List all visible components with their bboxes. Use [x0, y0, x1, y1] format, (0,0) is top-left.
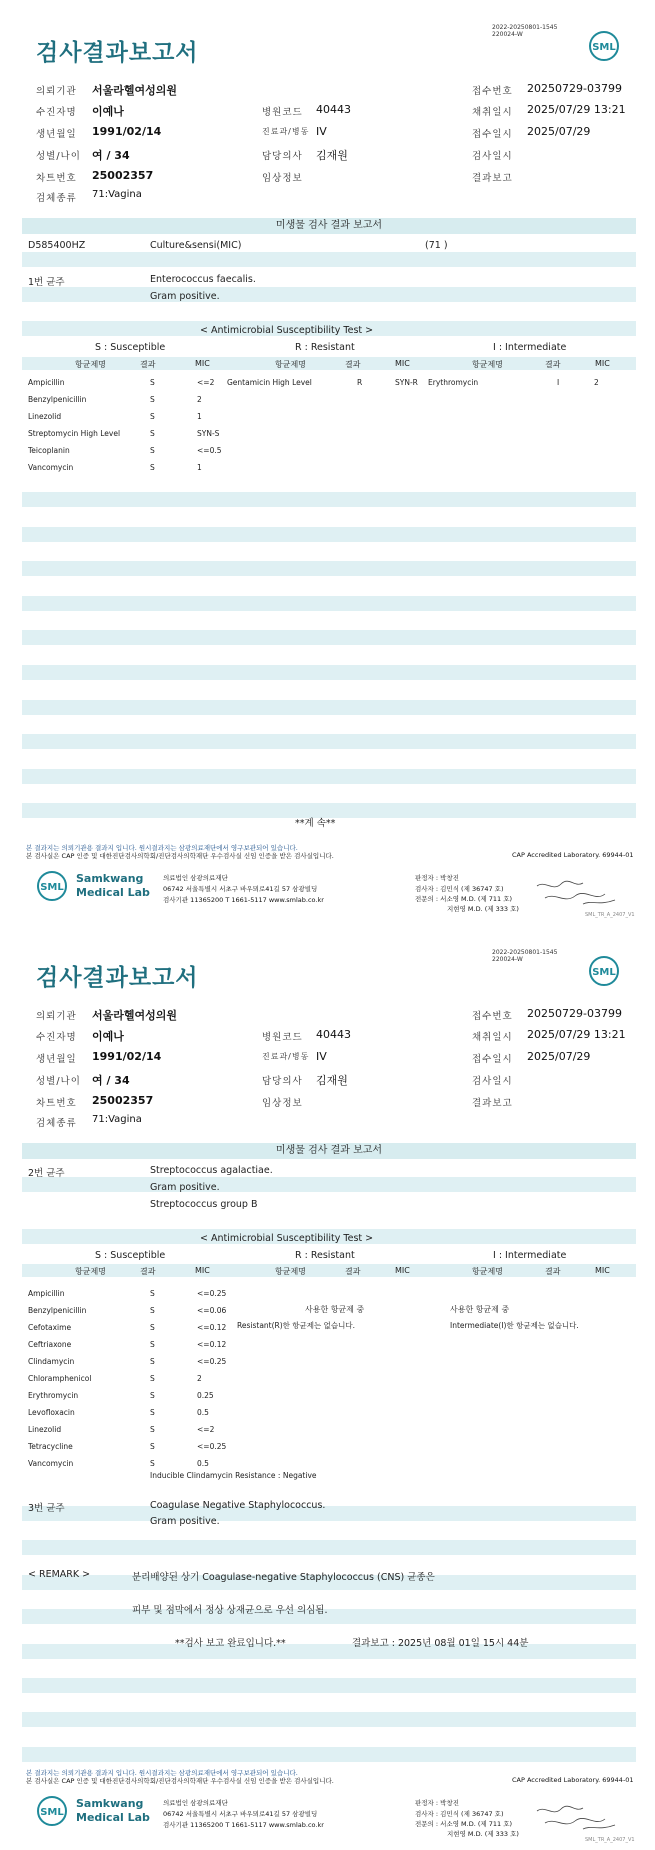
received-label: 접수일시 — [472, 129, 513, 140]
brand-line-1: Samkwang — [76, 1797, 144, 1810]
drug-result: S — [150, 1408, 155, 1417]
drug-name: Ceftriaxone — [28, 1340, 72, 1349]
col-mic-header: MIC — [195, 359, 210, 368]
drug-result: S — [150, 1374, 155, 1383]
report-complete-text: **검사 보고 완료입니다.** — [175, 1638, 286, 1649]
row-stripe — [22, 700, 636, 715]
legend-resistant: R : Resistant — [295, 1250, 355, 1261]
col-drug-header: 항균제명 — [75, 1267, 106, 1276]
org-address: 06742 서울특별시 서초구 바우뫼로41길 57 삼광빌딩 — [163, 885, 318, 893]
tested-label: 검사일시 — [472, 151, 513, 162]
remark-line-1: 분리배양된 상기 Coagulase-negative Staphylococcus (CNS) 균종은 — [132, 1572, 435, 1583]
examiner: 검사자 : 김민식 (제 36747 호) — [415, 885, 504, 893]
legend-susceptible: S : Susceptible — [95, 342, 166, 353]
continued-text: **계 속** — [295, 818, 336, 829]
drug-name: Chloramphenicol — [28, 1374, 92, 1383]
drug-name: Ampicillin — [28, 1289, 65, 1298]
drug-mic: <=0.06 — [197, 1306, 227, 1315]
institution-value: 서울라헬여성의원 — [92, 1009, 178, 1022]
intermediate-note: Intermediate(I)한 항균제는 없습니다. — [450, 1321, 579, 1330]
col-mic-header: MIC — [195, 1266, 210, 1275]
drug-mic: <=0.25 — [197, 1357, 227, 1366]
institution-label: 의뢰기관 — [36, 86, 77, 97]
row-stripe — [22, 1644, 636, 1659]
col-drug-header: 항균제명 — [472, 1267, 503, 1276]
drug-result: S — [150, 1357, 155, 1366]
specialist-2: 지현영 M.D. (제 333 호) — [447, 1830, 519, 1838]
isolate-name: Enterococcus faecalis. — [150, 274, 256, 285]
sml-logo-icon — [588, 955, 620, 987]
sex-age-label: 성별/나이 — [36, 1076, 81, 1087]
received-label: 접수일시 — [472, 1054, 513, 1065]
logo-text: SML — [40, 1807, 64, 1818]
col-result-header: 결과 — [345, 1267, 361, 1276]
footer-notice-2: 본 검사실은 CAP 인증 및 대한진단검사의학회/진단검사의학재단 우수검사실 신임 인증을 받은 검사실입니다. — [26, 1777, 334, 1785]
drug-mic: 1 — [197, 463, 202, 472]
isolate-2-gram: Gram positive. — [150, 1182, 220, 1193]
chart-label: 차트번호 — [36, 173, 77, 184]
section-title: 미생물 검사 결과 보고서 — [22, 1143, 636, 1159]
col-mic-header: MIC — [395, 1266, 410, 1275]
row-stripe — [22, 630, 636, 645]
drug-result: S — [150, 463, 155, 472]
col-result-header: 결과 — [140, 1267, 156, 1276]
drug-mic: <=2 — [197, 378, 215, 387]
doctor-value: 김재원 — [316, 1074, 348, 1087]
reported-label: 결과보고 — [472, 173, 513, 184]
patient-value: 이예나 — [92, 105, 124, 118]
report-title: 검사결과보고서 — [36, 40, 199, 66]
col-mic-header: MIC — [595, 1266, 610, 1275]
form-code: SML_TR_A_2407_V1 — [585, 912, 635, 918]
section-title: 미생물 검사 결과 보고서 — [22, 218, 636, 234]
drug-mic: <=2 — [197, 1425, 215, 1434]
examiner: 검사자 : 김민식 (제 36747 호) — [415, 1810, 504, 1818]
received-value: 2025/07/29 — [527, 1050, 591, 1063]
form-code: SML_TR_A_2407_V1 — [585, 1837, 635, 1843]
col-result-header: 결과 — [140, 360, 156, 369]
patient-label: 수진자명 — [36, 107, 77, 118]
col-mic-header: MIC — [395, 359, 410, 368]
drug-name: Levofloxacin — [28, 1408, 75, 1417]
row-stripe — [22, 287, 636, 302]
clinical-label: 임상정보 — [262, 1098, 303, 1109]
footer-notice-2: 본 검사실은 CAP 인증 및 대한진단검사의학회/진단검사의학재단 우수검사실 신임 인증을 받은 검사실입니다. — [26, 852, 334, 860]
sex-age-value: 여 / 34 — [92, 1074, 130, 1087]
received-value: 2025/07/29 — [527, 125, 591, 138]
reported-label: 결과보고 — [472, 1098, 513, 1109]
test-qty: (71 ) — [425, 240, 448, 251]
drug-result: S — [150, 1289, 155, 1298]
dob-value: 1991/02/14 — [92, 125, 162, 138]
row-stripe — [22, 492, 636, 507]
specialist-1: 전문의 : 서소영 M.D. (제 711 호) — [415, 895, 513, 903]
drug-name: Benzylpenicillin — [28, 395, 87, 404]
isolate-gram: Gram positive. — [150, 291, 220, 302]
row-stripe — [22, 1712, 636, 1727]
drug-mic: 2 — [197, 395, 202, 404]
dept-value: IV — [316, 125, 327, 138]
drug-name: Streptomycin High Level — [28, 429, 121, 438]
used-label-resistant: 사용한 항균제 중 — [305, 1305, 365, 1314]
isolate-2-label: 2번 균주 — [28, 1168, 65, 1179]
reporter: 판정자 : 박창진 — [415, 874, 459, 882]
col-result-header: 결과 — [345, 360, 361, 369]
remark-line-2: 피부 및 점막에서 정상 상재균으로 우선 의심됨. — [132, 1605, 328, 1616]
drug-result: S — [150, 1306, 155, 1315]
drug-name: Teicoplanin — [28, 446, 70, 455]
brand-line-1: Samkwang — [76, 872, 144, 885]
row-stripe — [22, 1506, 636, 1521]
doctor-label: 담당의사 — [262, 1076, 303, 1087]
patient-label: 수진자명 — [36, 1032, 77, 1043]
org-name: 의료법인 삼광의료재단 — [163, 874, 228, 882]
table-header-stripe — [22, 1264, 636, 1277]
isolate-2-name: Streptococcus agalactiae. — [150, 1165, 273, 1176]
dept-value: IV — [316, 1050, 327, 1063]
drug-result: S — [150, 395, 155, 404]
specimen-label: 검체종류 — [36, 193, 77, 204]
report-title: 검사결과보고서 — [36, 965, 199, 991]
col-drug-header: 항균제명 — [275, 360, 306, 369]
drug-name: Linezolid — [28, 1425, 62, 1434]
drug-name: Vancomycin — [28, 1459, 74, 1468]
drug-mic: <=0.25 — [197, 1442, 227, 1451]
doctor-value: 김재원 — [316, 149, 348, 162]
col-result-header: 결과 — [545, 360, 561, 369]
isolate-3-gram: Gram positive. — [150, 1516, 220, 1527]
institution-value: 서울라헬여성의원 — [92, 84, 178, 97]
report-time: 결과보고 : 2025년 08월 01일 15시 44분 — [352, 1638, 529, 1649]
chart-value: 25002357 — [92, 169, 154, 182]
col-drug-header: 항균제명 — [472, 360, 503, 369]
sml-footer-logo-icon — [36, 870, 68, 902]
specimen-label: 검체종류 — [36, 1118, 77, 1129]
receipt-no-value: 20250729-03799 — [527, 82, 622, 95]
collected-label: 채취일시 — [472, 1032, 513, 1043]
drug-result: S — [150, 446, 155, 455]
chart-label: 차트번호 — [36, 1098, 77, 1109]
specialist-1: 전문의 : 서소영 M.D. (제 711 호) — [415, 1820, 513, 1828]
receipt-no-label: 접수번호 — [472, 1011, 513, 1022]
drug-mic: SYN-R — [395, 378, 418, 387]
remark-label: < REMARK > — [28, 1569, 91, 1580]
specimen-value: 71:Vagina — [92, 189, 142, 200]
patient-value: 이예나 — [92, 1030, 124, 1043]
drug-mic: <=0.25 — [197, 1289, 227, 1298]
doctor-label: 담당의사 — [262, 151, 303, 162]
org-contact: 검사기관 11365200 T 1661-5117 www.smlab.co.kr — [163, 896, 324, 904]
row-stripe — [22, 734, 636, 749]
dept-label: 진료과/병동 — [262, 1052, 310, 1061]
drug-mic: 1 — [197, 412, 202, 421]
drug-name: Cefotaxime — [28, 1323, 72, 1332]
drug-mic: SYN-S — [197, 429, 220, 438]
row-stripe — [22, 252, 636, 267]
receipt-no-value: 20250729-03799 — [527, 1007, 622, 1020]
drug-name: Erythromycin — [428, 378, 479, 387]
drug-mic: 0.5 — [197, 1459, 209, 1468]
drug-result: S — [150, 1340, 155, 1349]
ast-title: < Antimicrobial Susceptibility Test > — [200, 1233, 374, 1244]
signature-icon — [535, 1803, 625, 1833]
clinical-label: 임상정보 — [262, 173, 303, 184]
drug-mic: 2 — [594, 378, 599, 387]
drug-mic: 0.25 — [197, 1391, 214, 1400]
legend-resistant: R : Resistant — [295, 342, 355, 353]
col-result-header: 결과 — [545, 1267, 561, 1276]
hospital-code-label: 병원코드 — [262, 1032, 303, 1043]
collected-label: 채취일시 — [472, 107, 513, 118]
collected-value: 2025/07/29 13:21 — [527, 103, 626, 116]
drug-result: S — [150, 1323, 155, 1332]
drug-name: Erythromycin — [28, 1391, 79, 1400]
sml-footer-logo-icon — [36, 1795, 68, 1827]
dept-label: 진료과/병동 — [262, 127, 310, 136]
col-drug-header: 항균제명 — [275, 1267, 306, 1276]
isolate-3-label: 3번 균주 — [28, 1503, 65, 1514]
cap-accreditation: CAP Accredited Laboratory. 69944-01 — [512, 851, 634, 859]
row-stripe — [22, 769, 636, 784]
institution-label: 의뢰기관 — [36, 1011, 77, 1022]
drug-result: R — [357, 378, 363, 387]
legend-intermediate: I : Intermediate — [493, 342, 567, 353]
drug-name: Benzylpenicillin — [28, 1306, 87, 1315]
org-name: 의료법인 삼광의료재단 — [163, 1799, 228, 1807]
chart-value: 25002357 — [92, 1094, 154, 1107]
brand-line-2: Medical Lab — [76, 886, 150, 899]
row-stripe — [22, 1747, 636, 1762]
isolate-label: 1번 균주 — [28, 277, 65, 288]
dob-label: 생년월일 — [36, 1054, 77, 1065]
specialist-2: 지현영 M.D. (제 333 호) — [447, 905, 519, 913]
table-header-stripe — [22, 357, 636, 370]
drug-result: S — [150, 412, 155, 421]
document-number: 2022-20250801-1545 220024-W — [492, 949, 558, 963]
sex-age-label: 성별/나이 — [36, 151, 81, 162]
hospital-code-value: 40443 — [316, 103, 351, 116]
legend-susceptible: S : Susceptible — [95, 1250, 166, 1261]
brand-line-2: Medical Lab — [76, 1811, 150, 1824]
specimen-value: 71:Vagina — [92, 1114, 142, 1125]
drug-mic: <=0.5 — [197, 446, 222, 455]
drug-name: Gentamicin High Level — [227, 378, 312, 387]
drug-name: Vancomycin — [28, 463, 74, 472]
dob-label: 생년월일 — [36, 129, 77, 140]
drug-result: I — [557, 378, 560, 387]
drug-mic: 2 — [197, 1374, 202, 1383]
signature-icon — [535, 878, 625, 908]
drug-name: Ampicillin — [28, 378, 65, 387]
receipt-no-label: 접수번호 — [472, 86, 513, 97]
isolate-2-group: Streptococcus group B — [150, 1199, 258, 1210]
row-stripe — [22, 527, 636, 542]
drug-mic: <=0.12 — [197, 1340, 227, 1349]
legend-intermediate: I : Intermediate — [493, 1250, 567, 1261]
inducible-note: Inducible Clindamycin Resistance : Negative — [150, 1471, 317, 1480]
document-number: 2022-20250801-1545 220024-W — [492, 24, 558, 38]
logo-text: SML — [592, 967, 616, 978]
hospital-code-value: 40443 — [316, 1028, 351, 1041]
drug-result: S — [150, 1425, 155, 1434]
org-contact: 검사기관 11365200 T 1661-5117 www.smlab.co.kr — [163, 1821, 324, 1829]
sex-age-value: 여 / 34 — [92, 149, 130, 162]
row-stripe — [22, 596, 636, 611]
drug-result: S — [150, 1442, 155, 1451]
drug-result: S — [150, 1391, 155, 1400]
test-name: Culture&sensi(MIC) — [150, 240, 242, 251]
row-stripe — [22, 665, 636, 680]
drug-result: S — [150, 378, 155, 387]
reporter: 판정자 : 박창진 — [415, 1799, 459, 1807]
used-label-intermediate: 사용한 항균제 중 — [450, 1305, 510, 1314]
drug-result: S — [150, 429, 155, 438]
row-stripe — [22, 561, 636, 576]
isolate-3-name: Coagulase Negative Staphylococcus. — [150, 1500, 326, 1511]
row-stripe — [22, 1177, 636, 1192]
footer-notice-1: 본 결과지는 의뢰기관용 결과지 입니다. 원시결과지는 삼광의료재단에서 영구보관되어 있습니다. — [26, 1769, 298, 1777]
logo-text: SML — [592, 42, 616, 53]
drug-name: Clindamycin — [28, 1357, 75, 1366]
footer-notice-1: 본 결과지는 의뢰기관용 결과지 입니다. 원시결과지는 삼광의료재단에서 영구보관되어 있습니다. — [26, 844, 298, 852]
row-stripe — [22, 1540, 636, 1555]
drug-name: Tetracycline — [28, 1442, 73, 1451]
cap-accreditation: CAP Accredited Laboratory. 69944-01 — [512, 1776, 634, 1784]
col-drug-header: 항균제명 — [75, 360, 106, 369]
tested-label: 검사일시 — [472, 1076, 513, 1087]
resistant-note: Resistant(R)한 항균제는 없습니다. — [237, 1321, 356, 1330]
report-page-2 — [0, 925, 655, 1850]
sml-logo-icon — [588, 30, 620, 62]
drug-result: S — [150, 1459, 155, 1468]
col-mic-header: MIC — [595, 359, 610, 368]
row-stripe — [22, 1678, 636, 1693]
hospital-code-label: 병원코드 — [262, 107, 303, 118]
collected-value: 2025/07/29 13:21 — [527, 1028, 626, 1041]
test-code: D585400HZ — [28, 240, 86, 251]
ast-title: < Antimicrobial Susceptibility Test > — [200, 325, 374, 336]
row-stripe — [22, 1609, 636, 1624]
logo-text: SML — [40, 882, 64, 893]
drug-name: Linezolid — [28, 412, 62, 421]
org-address: 06742 서울특별시 서초구 바우뫼로41길 57 삼광빌딩 — [163, 1810, 318, 1818]
dob-value: 1991/02/14 — [92, 1050, 162, 1063]
drug-mic: <=0.12 — [197, 1323, 227, 1332]
drug-mic: 0.5 — [197, 1408, 209, 1417]
